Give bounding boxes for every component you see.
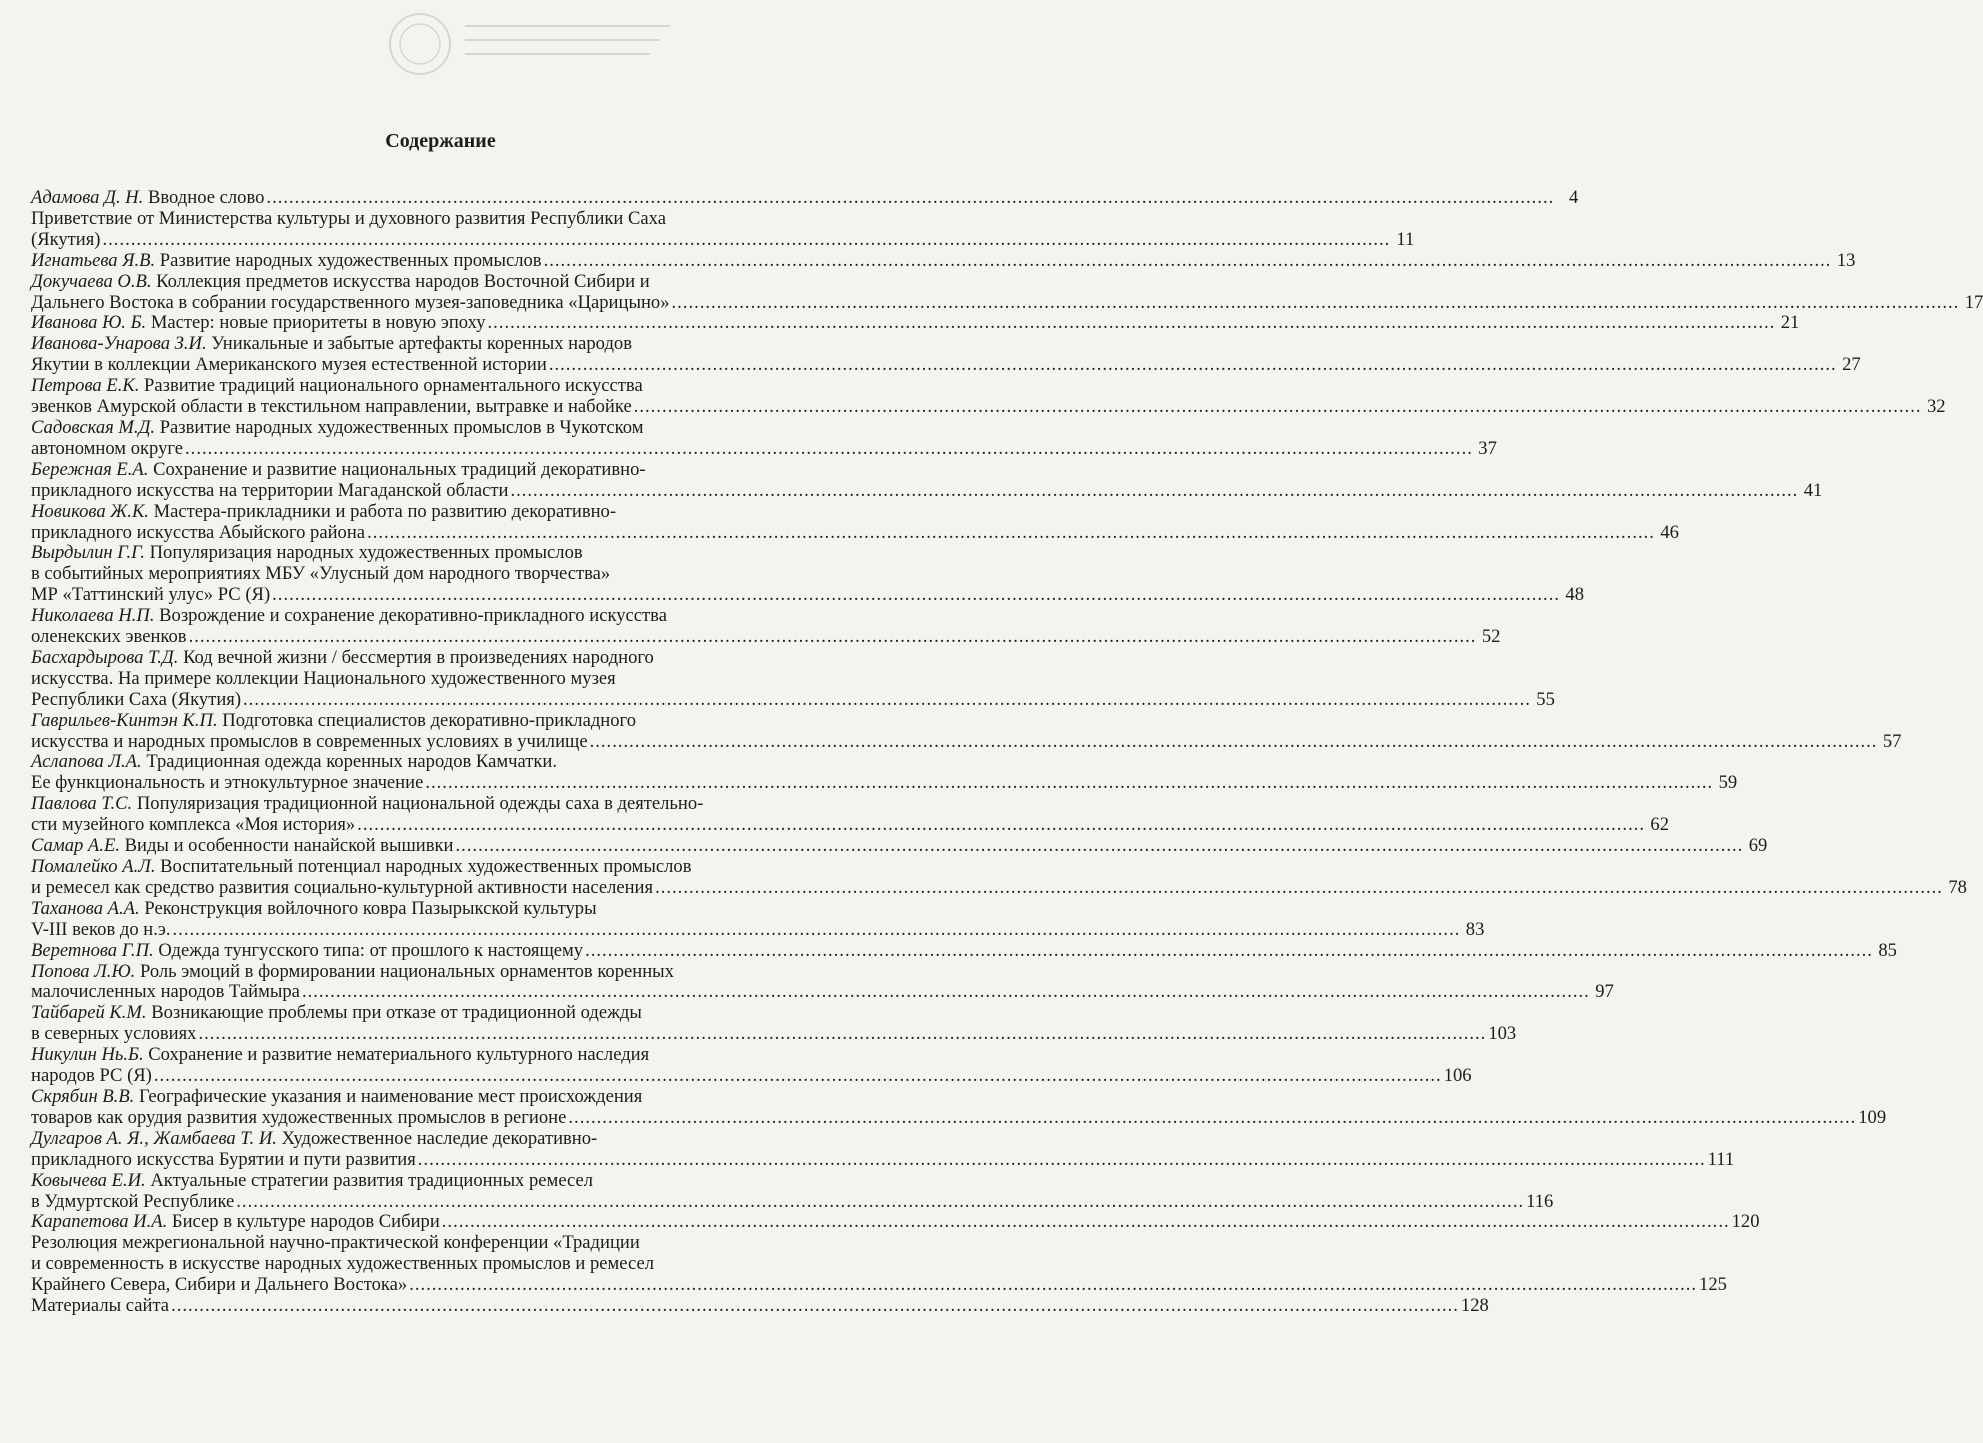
toc-entry-line <box>31 543 779 564</box>
toc-entry-text: Географические указания и наименование мест происхождения <box>138 1085 643 1107</box>
toc-entry-text <box>31 1275 407 1296</box>
toc-entry <box>31 1127 1735 1171</box>
toc-entry-text <box>31 878 653 899</box>
toc-entry <box>31 249 1856 272</box>
toc-entry-line <box>31 648 779 669</box>
toc-entry-last-line <box>31 584 1584 606</box>
toc-entry-text: в событийных мероприятиях МБУ «Улусный дом народного творчества» <box>31 563 611 585</box>
toc-entry-text: Приветствие от Министерства культуры и духовного развития Республики Саха <box>31 207 666 229</box>
toc-entry-last-line <box>31 1295 1489 1317</box>
toc-entry-line <box>31 418 779 439</box>
toc-entry-last-line <box>31 1106 1887 1129</box>
toc-entry-page-number: 46 <box>1660 521 1679 543</box>
toc-entry-text <box>31 1150 416 1171</box>
toc-entry-last-line <box>31 437 1497 460</box>
toc-entry-text: Актуальные стратегии развития традиционных ремесел <box>150 1169 594 1191</box>
dot-leader <box>590 732 1878 753</box>
toc-entry-page-number: 69 <box>1748 835 1768 857</box>
toc-entry-author: Иванова-Унарова З.И. <box>31 333 207 355</box>
toc-entry-title: прикладного искусства Абыйского района <box>31 521 366 543</box>
toc-entry <box>31 751 1738 794</box>
dot-leader <box>544 251 1832 272</box>
toc-entry-text <box>31 982 300 1003</box>
toc-entry-text <box>31 230 100 251</box>
toc-entry <box>31 897 1485 941</box>
toc-entry-last-line <box>31 939 1897 962</box>
toc-entry-page-number: 62 <box>1650 814 1670 836</box>
toc-entry-line <box>31 1129 779 1150</box>
dot-leader <box>568 1108 1856 1129</box>
toc-entry-author: Николаева Н.П. <box>31 605 155 627</box>
toc-entry-text <box>31 920 171 941</box>
dot-leader <box>655 878 1943 899</box>
toc-entry-author: Бережная Е.А. <box>31 458 149 480</box>
toc-entry-line <box>31 752 779 773</box>
toc-entry-text: Художественное наследие декоративно- <box>281 1127 598 1149</box>
dot-leader <box>409 1275 1697 1296</box>
dot-leader <box>442 1212 1730 1233</box>
toc-entry-title: Мастер: новые приоритеты в новую эпоху <box>150 312 486 334</box>
toc-entry <box>31 1169 1554 1213</box>
toc-entry-page-number: 48 <box>1565 584 1584 606</box>
toc-entry-page-number: 97 <box>1595 981 1614 1003</box>
toc-entry-text <box>31 1108 566 1129</box>
toc-entry-author: Адамова Д. Н. <box>31 187 144 208</box>
toc-entry-line <box>31 962 779 983</box>
toc-entry-last-line <box>31 1211 1760 1233</box>
toc-entry-author: Карапетова И.А. <box>31 1211 168 1233</box>
toc-entry <box>31 542 1584 606</box>
toc-entry-author: Гаврильев-Кинтэн К.П. <box>31 709 218 731</box>
toc-entry-last-line <box>31 835 1768 857</box>
toc-entry-text: Мастера-прикладники и работа по развитию декоративно- <box>153 500 617 522</box>
toc-entry-page-number: 27 <box>1842 354 1861 376</box>
toc-entry-text <box>31 941 583 962</box>
page-title: Содержание <box>385 130 496 152</box>
toc-entry-page-number: 78 <box>1948 876 1967 898</box>
dot-leader <box>243 690 1531 711</box>
toc-entry-text: Развитие традиций национального орнаментального искусства <box>144 375 643 397</box>
toc-entry-last-line <box>31 187 1579 209</box>
toc-entry-author: Тайбарей К.М. <box>31 1002 147 1024</box>
toc-entry-text: Реконструкция войлочного ковра Пазырыкской культуры <box>144 897 597 919</box>
toc-entry-text: Роль эмоций в формировании национальных орнаментов коренных <box>139 960 674 982</box>
toc-entry-title: МР «Таттинский улус» РС (Я) <box>31 584 271 606</box>
toc-entry-title: оленекских эвенков <box>31 626 187 648</box>
toc-entry-page-number: 111 <box>1707 1148 1735 1170</box>
toc-entry-line <box>31 794 779 815</box>
toc-entry-line <box>31 1045 779 1066</box>
toc-entry-last-line <box>31 1023 1517 1045</box>
dot-leader <box>672 293 1960 314</box>
toc-entry-text <box>31 1296 169 1317</box>
toc-entry-last-line <box>31 479 1823 502</box>
toc-entry-line <box>31 376 779 397</box>
dot-leader <box>236 1192 1524 1213</box>
toc-entry-text <box>31 523 365 544</box>
toc-entry-text: Сохранение и развитие национальных традиций декоративно- <box>153 458 646 480</box>
toc-entry <box>31 1232 1727 1296</box>
toc-entry-last-line <box>31 688 1555 711</box>
toc-entry-text: Возникающие проблемы при отказе от традиционной одежды <box>151 1002 642 1024</box>
toc-entry-author: Басхардырова Т.Д. <box>31 646 179 668</box>
toc-entry-text: Возрождение и сохранение декоративно-прикладного искусства <box>159 605 667 627</box>
toc-entry <box>31 333 1861 376</box>
toc-entry-text <box>31 397 632 418</box>
toc-entry-author: Иванова Ю. Б. <box>31 312 147 334</box>
dot-leader <box>173 920 1461 941</box>
toc-entry-line <box>31 606 779 627</box>
toc-entry-page-number: 4 <box>1568 187 1579 208</box>
dot-leader <box>510 481 1798 502</box>
dot-leader <box>425 773 1713 794</box>
toc-entry-title: в северных условиях <box>31 1023 197 1045</box>
toc-entry-page-number: 55 <box>1536 688 1555 710</box>
toc-entry-title: сти музейного комплекса «Моя история» <box>31 814 356 836</box>
dot-leader <box>367 523 1655 544</box>
toc-entry-author: Павлова Т.С. <box>31 793 133 815</box>
toc-entry-last-line <box>31 814 1670 836</box>
dot-leader <box>302 982 1590 1003</box>
toc-entry-last-line <box>31 626 1501 648</box>
toc-entry-text: Коллекция предметов искусства народов Восточной Сибири и <box>156 270 650 292</box>
toc-entry-line <box>31 711 779 732</box>
toc-entry <box>31 1044 1472 1087</box>
toc-entry <box>31 416 1497 460</box>
toc-entry-last-line <box>31 876 1967 899</box>
toc-entry <box>31 793 1670 836</box>
toc-entry-author: Веретнова Г.П. <box>31 939 154 961</box>
toc-entry-last-line <box>31 1148 1735 1171</box>
toc-entry-last-line <box>31 291 1983 314</box>
toc-entry-text <box>31 732 588 753</box>
toc-entry-title: Вводное слово <box>147 187 265 208</box>
toc-entry-line <box>31 1254 779 1275</box>
toc-entry-last-line <box>31 1065 1472 1087</box>
dot-leader <box>455 836 1743 857</box>
toc-entry-title: искусства и народных промыслов в современных условиях в училище <box>31 730 588 752</box>
dot-leader <box>272 585 1560 606</box>
toc-entry-line <box>31 1003 779 1024</box>
toc-entry <box>31 207 1415 251</box>
dot-leader <box>154 1066 1442 1087</box>
toc-entry <box>31 375 1946 418</box>
toc-entry-line <box>31 209 779 230</box>
toc-entry <box>31 1295 1489 1317</box>
toc-entry-text: Развитие народных художественных промыслов в Чукотском <box>159 416 644 438</box>
toc-entry-author: Петрова Е.К. <box>31 375 140 397</box>
toc-entry-text: искусства. На примере коллекции Национального художественного музея <box>31 667 616 689</box>
dot-leader <box>102 230 1390 251</box>
toc-entry-title: Одежда тунгусского типа: от прошлого к настоящему <box>158 939 584 961</box>
toc-entry-text: Резолюция межрегиональной научно-практической конференции «Традиции <box>31 1232 640 1254</box>
toc-entry-title: Якутии в коллекции Американского музея естественной истории <box>31 354 547 376</box>
toc-entry-author: Скрябин В.В. <box>31 1085 135 1107</box>
toc-entry-last-line <box>31 730 1902 753</box>
toc-entry-text: Сохранение и развитие нематериального культурного наследия <box>148 1044 650 1066</box>
toc-entry-page-number: 32 <box>1926 396 1946 418</box>
toc-entry-last-line <box>31 396 1946 418</box>
toc-entry-page-number: 106 <box>1443 1065 1472 1087</box>
toc-entry-text <box>31 481 508 502</box>
toc-entry-line <box>31 564 779 585</box>
toc-entry-text <box>31 439 183 460</box>
toc-entry-page-number: 85 <box>1878 939 1897 961</box>
toc-entry-author: Докучаева О.В. <box>31 270 152 292</box>
toc-entry <box>31 939 1897 962</box>
toc-entry-line <box>31 460 779 481</box>
toc-entry-text <box>31 836 453 857</box>
toc-entry-author: Попова Л.Ю. <box>31 960 136 982</box>
toc-entry-page-number: 37 <box>1478 437 1497 459</box>
toc-entry-text <box>31 188 264 209</box>
toc-entry-title: эвенков Амурской области в текстильном направлении, вытравке и набойке <box>31 396 632 418</box>
toc-entry-text <box>31 815 355 836</box>
dot-leader <box>266 188 1554 209</box>
toc-entry-text: Воспитательный потенциал народных художественных промыслов <box>160 856 692 877</box>
dot-leader <box>549 355 1837 376</box>
toc-entry-text <box>31 1024 196 1045</box>
toc-entry-title: Крайнего Севера, Сибири и Дальнего Востока» <box>31 1274 408 1296</box>
toc-entry-title: прикладного искусства на территории Магаданской области <box>31 479 509 501</box>
toc-entry-text <box>31 355 547 376</box>
dot-leader <box>185 439 1473 460</box>
dot-leader <box>189 627 1477 648</box>
toc-entry-text <box>31 1212 440 1233</box>
toc-entry-text <box>31 585 270 606</box>
toc-entry-page-number: 13 <box>1836 249 1856 271</box>
toc-entry-author: Аслапова Л.А. <box>31 751 142 773</box>
dot-leader <box>585 941 1873 962</box>
toc-entry-text: Популяризация традиционной национальной одежды саха в деятельно- <box>136 793 704 815</box>
dot-leader <box>488 313 1776 334</box>
toc-entry-last-line <box>31 249 1856 272</box>
toc-entry-text: Уникальные и забытые артефакты коренных народов <box>211 333 632 355</box>
toc-entry <box>31 312 1800 334</box>
toc-entry-author: Таханова А.А. <box>31 897 140 919</box>
toc-entry-last-line <box>31 1274 1727 1296</box>
toc-entry <box>31 500 1679 544</box>
toc-entry-title: в Удмуртской Республике <box>31 1190 235 1212</box>
toc-entry-title: товаров как орудия развития художественных промыслов в регионе <box>31 1106 567 1128</box>
dot-leader <box>634 397 1922 418</box>
toc-entry-text: Подготовка специалистов декоративно-прикладного <box>222 709 636 731</box>
toc-entry-page-number: 116 <box>1526 1190 1554 1212</box>
toc-entry-line <box>31 1233 779 1254</box>
toc-entry-title: Дальнего Востока в собрании государственного музея-заповедника «Царицыно» <box>31 291 670 313</box>
toc-entry-title: Развитие народных художественных промыслов <box>159 249 542 271</box>
toc-entry-page-number: 120 <box>1731 1211 1760 1233</box>
toc-entry-page-number: 21 <box>1780 312 1800 334</box>
dot-leader <box>357 815 1645 836</box>
toc-entry-title: Материалы сайта <box>31 1295 170 1317</box>
toc-entry <box>31 1085 1887 1129</box>
table-of-contents <box>31 187 1983 1317</box>
toc-entry-line <box>31 334 779 355</box>
toc-entry-author: Ковычева Е.И. <box>31 1169 146 1191</box>
toc-entry-page-number: 52 <box>1481 626 1501 648</box>
toc-entry-line <box>31 669 779 690</box>
toc-entry <box>31 646 1555 711</box>
toc-entry <box>31 960 1614 1004</box>
toc-entry-page-number: 128 <box>1460 1295 1489 1317</box>
toc-entry-text <box>31 293 670 314</box>
toc-entry-page-number: 109 <box>1858 1106 1887 1128</box>
toc-entry-page-number: 103 <box>1488 1023 1517 1045</box>
toc-entry-title: прикладного искусства Бурятии и пути развития <box>31 1148 416 1170</box>
toc-entry-text: Популяризация народных художественных промыслов <box>149 542 583 564</box>
dot-leader <box>418 1150 1706 1171</box>
toc-entry-page-number: 59 <box>1718 772 1738 794</box>
toc-entry-title: Бисер в культуре народов Сибири <box>171 1211 440 1233</box>
toc-entry <box>31 458 1823 502</box>
toc-entry-last-line <box>31 312 1800 334</box>
toc-entry-last-line <box>31 918 1485 941</box>
toc-entry-last-line <box>31 228 1415 251</box>
toc-entry <box>31 856 1967 899</box>
toc-entry-title: Ее функциональность и этнокультурное значение <box>31 772 424 794</box>
toc-entry-author: Дулгаров А. Я., Жамбаева Т. И. <box>31 1127 277 1149</box>
toc-entry-author: Самар А.Е. <box>31 835 120 857</box>
toc-entry <box>31 270 1983 314</box>
faint-logo-watermark <box>300 4 700 84</box>
toc-entry-author: Никулин Нь.Б. <box>31 1044 144 1066</box>
dot-leader <box>198 1024 1486 1045</box>
toc-entry-text <box>31 773 423 794</box>
toc-entry-line <box>31 272 779 293</box>
toc-entry-author: Садовская М.Д. <box>31 416 156 438</box>
toc-entry-last-line <box>31 354 1861 376</box>
toc-entry-author: Помалейко А.Л. <box>31 856 156 877</box>
toc-entry-line <box>31 1087 779 1108</box>
toc-entry <box>31 709 1902 753</box>
toc-entry-last-line <box>31 1190 1554 1213</box>
toc-entry-title: Виды и особенности нанайской вышивки <box>124 835 454 857</box>
toc-entry <box>31 1002 1517 1045</box>
toc-entry-text <box>31 627 187 648</box>
toc-entry-title: автономном округе <box>31 437 184 459</box>
toc-entry-page-number: 83 <box>1465 918 1485 940</box>
toc-entry-title: V-III веков до н.э. <box>31 918 171 940</box>
toc-entry-title: и ремесел как средство развития социально-культурной активности населения <box>31 876 654 898</box>
toc-entry-page-number: 57 <box>1882 730 1902 752</box>
toc-entry-page-number: 17 <box>1964 291 1983 313</box>
toc-entry-author: Игнатьева Я.В. <box>31 249 156 271</box>
toc-entry-text <box>31 690 241 711</box>
toc-entry-page-number: 125 <box>1699 1274 1727 1296</box>
dot-leader <box>171 1296 1459 1317</box>
toc-entry-author: Новикова Ж.К. <box>31 500 149 522</box>
toc-entry <box>31 835 1768 857</box>
toc-entry-text <box>31 1192 234 1213</box>
toc-entry-last-line <box>31 772 1738 794</box>
toc-entry-last-line <box>31 981 1614 1003</box>
toc-entry <box>31 187 1579 209</box>
toc-entry-text: Код вечной жизни / бессмертия в произведениях народного <box>183 646 654 668</box>
toc-entry-page-number: 11 <box>1396 228 1415 250</box>
toc-entry-title: народов РС (Я) <box>31 1065 152 1087</box>
toc-entry-text <box>31 1066 152 1087</box>
toc-entry-line <box>31 857 779 878</box>
toc-entry-line <box>31 502 779 523</box>
toc-entry-last-line <box>31 521 1679 544</box>
toc-entry-title: малочисленных народов Таймыра <box>31 981 300 1003</box>
toc-entry-author: Вырдылин Г.Г. <box>31 542 145 564</box>
toc-entry-text <box>31 313 486 334</box>
toc-entry-title: Республики Саха (Якутия) <box>31 688 242 710</box>
toc-entry-text: Традиционная одежда коренных народов Камчатки. <box>146 751 557 773</box>
toc-entry-text <box>31 251 542 272</box>
toc-entry-line <box>31 1171 779 1192</box>
toc-entry-text: и современность в искусстве народных художественных промыслов и ремесел <box>31 1253 654 1275</box>
toc-entry <box>31 1211 1760 1233</box>
toc-entry-line <box>31 899 779 920</box>
toc-entry-title: (Якутия) <box>31 228 101 250</box>
toc-entry <box>31 605 1501 648</box>
toc-entry-page-number: 41 <box>1803 479 1823 501</box>
